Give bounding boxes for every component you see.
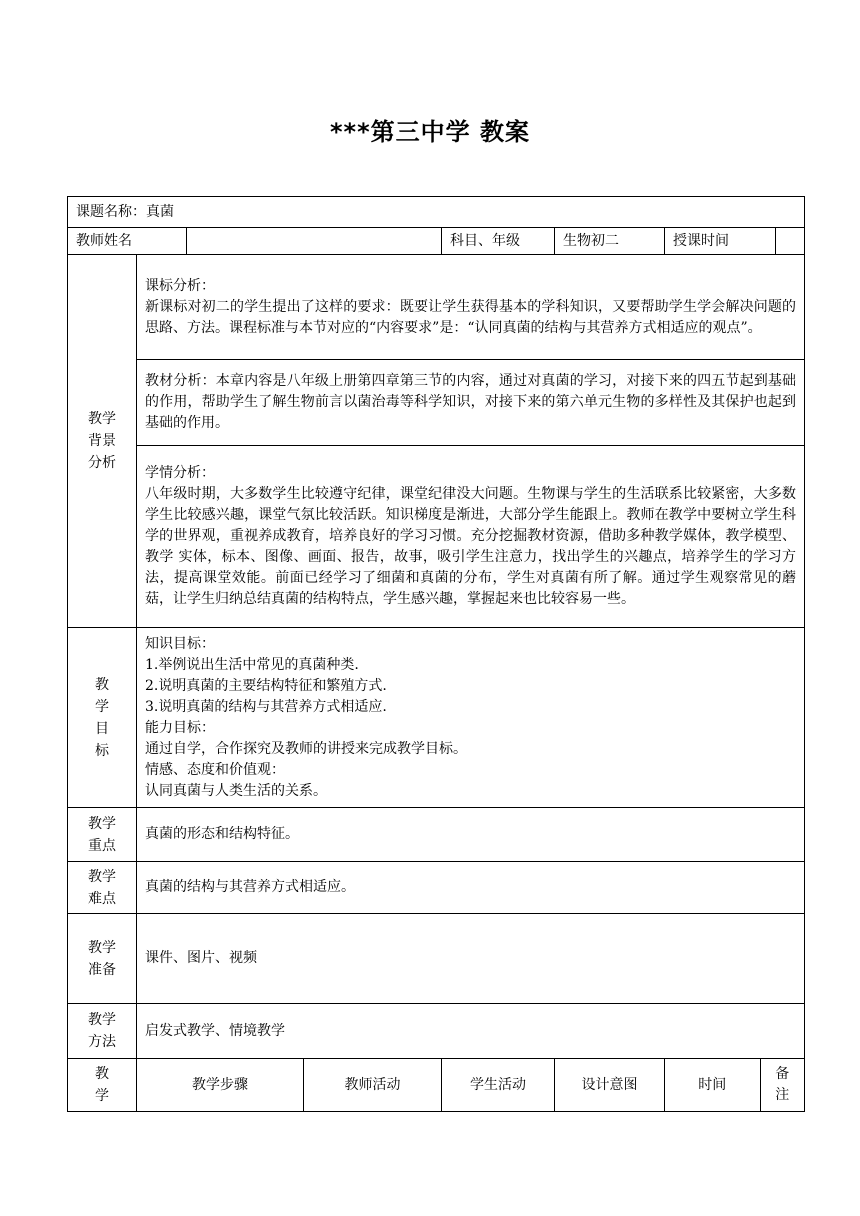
objectives-label-char: 标 <box>94 742 109 759</box>
page-title: ***第三中学 教案 <box>329 118 530 146</box>
process-label <box>68 1059 137 1112</box>
textbook-analysis-cell <box>137 360 805 446</box>
background-textbook-row <box>68 360 805 446</box>
objectives-label-char: 学 <box>94 698 109 715</box>
objective-line: 知识目标： <box>145 635 215 652</box>
curriculum-analysis-text: 新课标对初二的学生提出了这样的要求：既要让学生获得基本的学科知识，又要帮助学生学会解决问题的思路、方法。课程标准与本节对应的“内容要求”是：“认同真菌的结构与其营养方式相适应的观点”。 <box>145 298 797 336</box>
methods-label-line: 方法 <box>88 1034 116 1050</box>
objective-line: 3.说明真菌的结构与其营养方式相适应. <box>145 698 387 715</box>
lesson-plan-table <box>67 196 805 1112</box>
objective-line: 认同真菌与人类生活的关系。 <box>145 782 327 799</box>
topic-row <box>68 197 805 228</box>
topic-value: 真菌 <box>146 203 174 220</box>
preparation-label <box>68 914 137 1004</box>
key-points-label <box>68 808 137 862</box>
preparation-value: 课件、图片、视频 <box>137 914 805 1004</box>
header-teacher-activity: 教师活动 <box>304 1059 442 1112</box>
methods-row <box>68 1004 805 1059</box>
key-points-value: 真菌的形态和结构特征。 <box>137 808 805 862</box>
background-students-row <box>68 446 805 628</box>
topic-cell <box>68 197 805 228</box>
key-points-label-line: 教学 <box>88 815 116 832</box>
key-points-row <box>68 808 805 862</box>
objectives-label-char: 目 <box>94 720 109 737</box>
objective-line: 情感、态度和价值观： <box>145 761 285 778</box>
student-analysis-text: 八年级时期，大多数学生比较遵守纪律，课堂纪律没大问题。生物课与学生的生活联系比较紧密，大多数学生比较感兴趣，课堂气氛比较活跃。知识梯度是渐进，大部分学生能跟上。教师在教学中要树立学生科学的世界观，重视养成教育，培养良好的学习习惯。充分挖掘教材资源，借助多种教学媒体，教学模型、教学 实体，标本、图像、画面、报告，故事，吸引学生注意力，找出学生的兴趣点，培养学生的学习方法，提高课堂效能。前面已经学习了细菌和真菌的分布，学生对真菌有所了解。通过学生观察常见的蘑菇，让学生归纳总结真菌的结构特点，学生感兴趣，掌握起来也比较容易一些。 <box>145 486 797 607</box>
subject-grade-label: 科目、年级 <box>442 228 555 255</box>
header-teaching-steps: 教学步骤 <box>137 1059 304 1112</box>
difficulties-label <box>68 862 137 914</box>
teacher-name-value <box>187 228 442 255</box>
header-design-intent: 设计意图 <box>555 1059 665 1112</box>
objective-line: 2.说明真菌的主要结构特征和繁殖方式. <box>145 677 387 694</box>
curriculum-analysis-heading: 课标分析： <box>145 277 215 294</box>
difficulties-value: 真菌的结构与其营养方式相适应。 <box>137 862 805 914</box>
textbook-analysis-text: 教材分析：本章内容是八年级上册第四章第三节的内容，通过对真菌的学习，对接下来的四五节起到基础的作用，帮助学生了解生物前言以菌治毒等科学知识，对接下来的第六单元生物的多样性及其保护也起到基础的作用。 <box>145 373 797 431</box>
background-label <box>68 255 137 628</box>
time-subtable <box>665 228 804 254</box>
time-notes-cell <box>665 1059 805 1112</box>
difficulties-label-line: 教学 <box>88 868 116 885</box>
objectives-label <box>68 628 137 808</box>
objective-line: 1.举例说出生活中常见的真菌种类. <box>145 656 359 673</box>
header-student-activity: 学生活动 <box>442 1059 555 1112</box>
header-notes: 备注 <box>760 1059 804 1111</box>
difficulties-row <box>68 862 805 914</box>
class-time-label: 授课时间 <box>665 228 775 254</box>
key-points-label-line: 重点 <box>88 837 116 854</box>
student-analysis-heading: 学情分析： <box>145 465 215 481</box>
teacher-info-row <box>68 228 805 255</box>
difficulties-label-line: 难点 <box>88 890 116 907</box>
teacher-name-label: 教师姓名 <box>68 228 187 255</box>
objective-line: 通过自学，合作探究及教师的讲授来完成教学目标。 <box>145 740 467 757</box>
methods-label <box>68 1004 137 1059</box>
time-cell <box>665 228 805 255</box>
preparation-row <box>68 914 805 1004</box>
objectives-label-char: 教 <box>94 676 109 693</box>
process-header-row <box>68 1059 805 1112</box>
class-time-value <box>775 228 804 254</box>
objectives-cell <box>137 628 805 808</box>
preparation-label-line: 准备 <box>88 961 116 978</box>
subject-grade-value: 生物初二 <box>555 228 665 255</box>
methods-value: 启发式教学、情境教学 <box>137 1004 805 1059</box>
methods-label-line: 教学 <box>88 1012 116 1028</box>
student-analysis-cell <box>137 446 805 628</box>
objective-line: 能力目标： <box>145 719 215 736</box>
preparation-label-line: 教学 <box>88 939 116 956</box>
background-label-line: 分析 <box>88 455 116 471</box>
process-label-char: 教 <box>95 1066 109 1082</box>
header-time: 时间 <box>665 1059 760 1111</box>
curriculum-analysis-cell <box>137 255 805 360</box>
background-label-line: 背景 <box>88 433 116 449</box>
time-notes-subtable <box>665 1059 804 1111</box>
process-label-char: 学 <box>95 1088 109 1104</box>
background-curriculum-row <box>68 255 805 360</box>
objectives-row <box>68 628 805 808</box>
background-label-line: 教学 <box>88 411 116 427</box>
topic-label: 课题名称： <box>76 203 146 220</box>
